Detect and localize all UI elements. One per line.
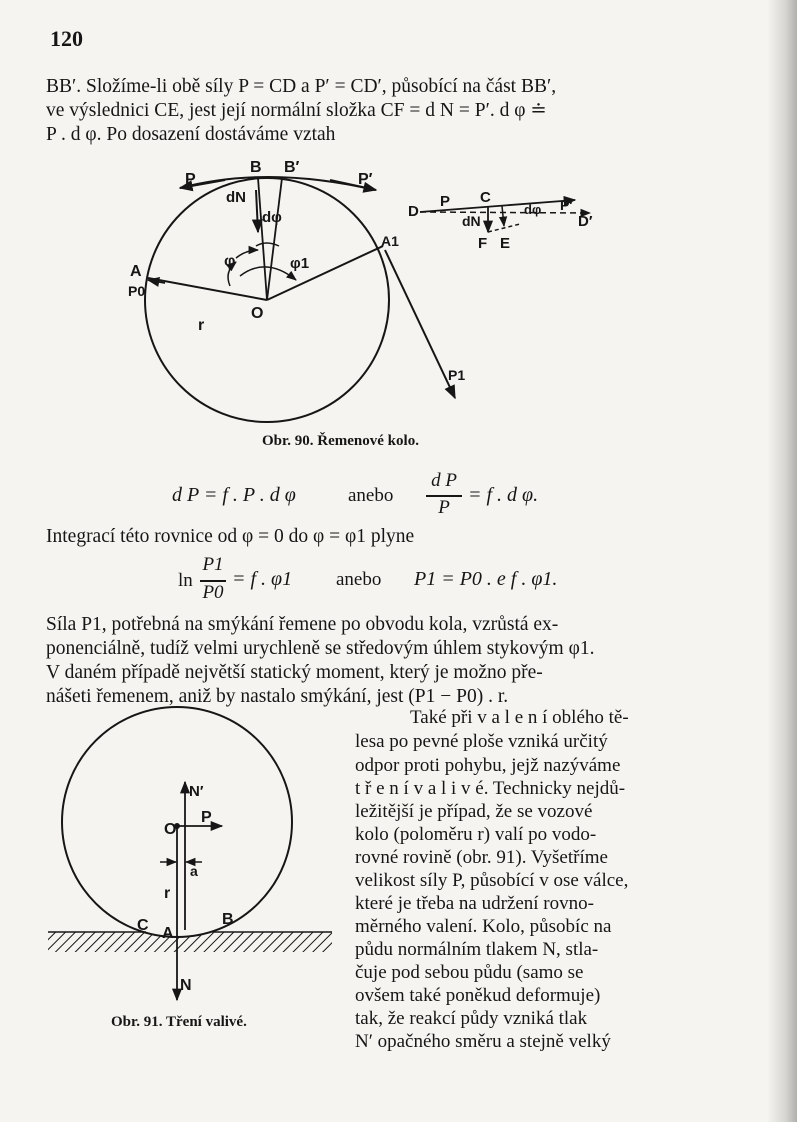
svg-text:O: O [164, 821, 177, 838]
equation-2-denominator: P0 [202, 582, 224, 603]
figure-91-caption: Obr. 91. Tření valivé. [111, 1014, 247, 1030]
svg-text:A: A [162, 925, 174, 942]
right-column-line-13: ovšem také poněkud deformuje) [355, 985, 601, 1006]
svg-text:B: B [250, 159, 262, 176]
paragraph-line-3: V daném případě největší statický moment, který je možno pře- [46, 662, 543, 683]
svg-text:r: r [198, 317, 205, 334]
svg-text:P1: P1 [448, 367, 466, 383]
right-column-line-5: ležitější je případ, že se vozové [355, 801, 593, 822]
paragraph-line-2: ponenciálně, tudíž velmi urychleně se středovým úhlem stykovým φ1. [46, 638, 595, 659]
equation-1-left: d P = f . P . d φ [172, 484, 296, 506]
svg-text:dφ: dφ [524, 202, 542, 217]
equation-2-right: = f . φ1 [232, 568, 293, 590]
right-column-line-3: odpor proti pohybu, jejž nazýváme [355, 755, 621, 776]
svg-text:E: E [500, 235, 511, 252]
svg-text:N′: N′ [189, 783, 204, 800]
equation-1-numerator: d P [431, 470, 457, 491]
figure-91-rolling-friction [0, 690, 355, 1010]
svg-text:N: N [180, 977, 192, 994]
svg-text:F: F [478, 235, 488, 252]
svg-text:A1: A1 [381, 233, 399, 249]
svg-text:dN: dN [226, 189, 246, 206]
paragraph-line-4: nášeti řemenem, aniž by nastalo smýkání, jest (P1 − P0) . r. [46, 686, 509, 707]
svg-text:B: B [222, 911, 234, 928]
right-column-line-14: tak, že reakcí půdy vzniká tlak [355, 1008, 588, 1029]
integration-line: Integrací této rovnice od φ = 0 do φ = φ1 plyne [46, 526, 415, 547]
svg-text:φ1: φ1 [290, 255, 310, 272]
svg-text:C: C [480, 189, 491, 206]
right-column-line-8: velikost síly P, působící v ose válce, [355, 870, 629, 891]
intro-line-2: ve výslednici CE, jest její normální složka CF = d N = P′. d φ ≐ [46, 100, 547, 121]
svg-text:C: C [137, 917, 149, 934]
svg-text:B′: B′ [284, 159, 300, 176]
right-column-line-12: čuje pod sebou půdu (samo se [355, 962, 584, 983]
svg-text:O: O [251, 305, 264, 322]
equation-1-denominator: P [438, 497, 450, 518]
intro-line-3: P . d φ. Po dosazení dostáváme vztah [46, 124, 336, 145]
equation-2-result: P1 = P0 . e f . φ1. [414, 568, 558, 590]
right-column-line-1: Také při v a l e n í oblého tě- [410, 707, 629, 728]
svg-text:dN: dN [462, 213, 481, 229]
equation-1-word: anebo [348, 485, 394, 506]
svg-text:P: P [201, 809, 212, 826]
svg-text:P′: P′ [358, 171, 373, 188]
page-number: 120 [50, 26, 83, 51]
svg-text:P′: P′ [560, 197, 573, 213]
right-column-line-9: které je třeba na udržení rovno- [355, 893, 594, 914]
svg-text:P: P [440, 193, 451, 210]
svg-text:φ: φ [224, 253, 236, 270]
intro-line-1: BB′. Složíme-li obě síly P = CD a P′ = CD′, působící na část BB′, [46, 76, 557, 97]
figure-90-belt-pulley [0, 0, 797, 460]
equation-2-ln: ln [178, 570, 193, 591]
svg-text:P0: P0 [128, 283, 146, 299]
right-column-line-6: kolo (poloměru r) valí po vodo- [355, 824, 597, 845]
svg-text:D: D [408, 203, 419, 220]
right-column-line-10: měrného valení. Kolo, působíc na [355, 916, 612, 937]
right-column-line-7: rovné rovině (obr. 91). Vyšetříme [355, 847, 608, 868]
svg-text:D′: D′ [578, 213, 593, 230]
svg-text:A: A [130, 263, 142, 280]
svg-text:dφ: dφ [262, 209, 282, 226]
right-column-line-4: t ř e n í v a l i v é. Technicky nejdů- [355, 778, 626, 799]
right-column-line-15: N′ opačného směru a stejně velký [355, 1031, 611, 1052]
paragraph-line-1: Síla P1, potřebná na smýkání řemene po obvodu kola, vzrůstá ex- [46, 614, 559, 635]
svg-text:r: r [164, 885, 171, 902]
equation-2-numerator: P1 [202, 554, 224, 575]
figure-90-caption: Obr. 90. Řemenové kolo. [262, 433, 419, 449]
equation-2-word: anebo [336, 569, 382, 590]
right-column-line-11: půdu normálním tlakem N, stla- [355, 939, 599, 960]
equation-1-right: = f . d φ. [468, 484, 539, 506]
svg-text:P: P [185, 171, 196, 188]
right-column-line-2: lesa po pevné ploše vzniká určitý [355, 731, 608, 752]
svg-text:a: a [190, 863, 198, 879]
